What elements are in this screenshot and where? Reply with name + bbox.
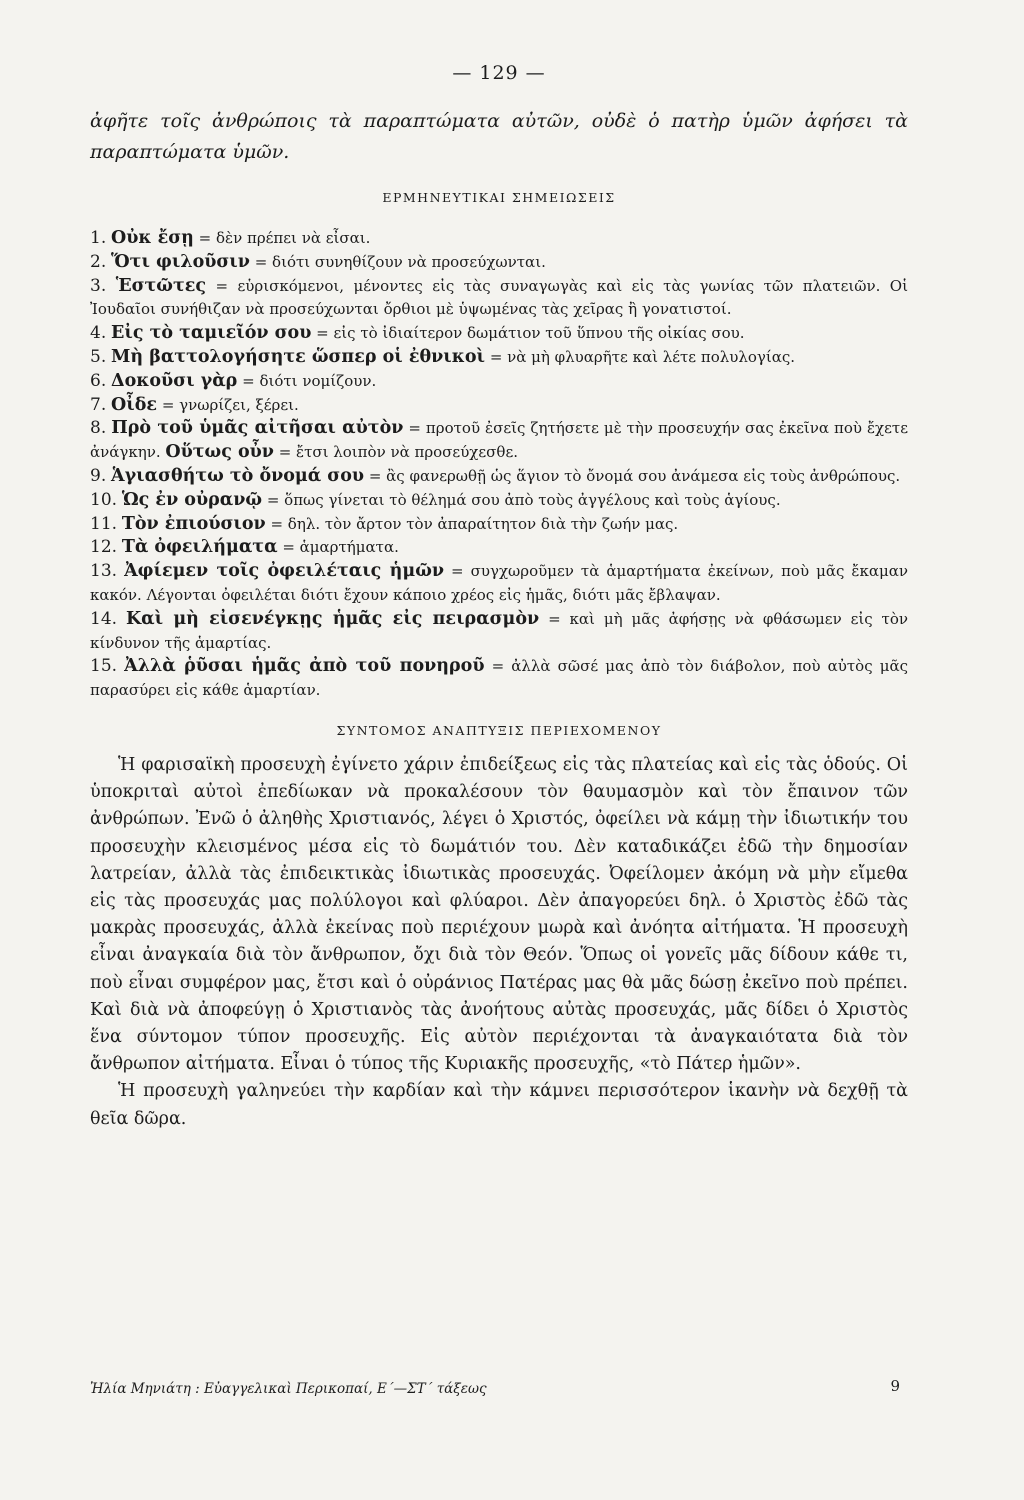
note-number: 15.: [90, 656, 118, 677]
note-term: Μὴ βαττολογήσητε ὥσπερ οἱ ἐθνικοὶ: [111, 346, 486, 367]
note-item: [90, 275, 908, 323]
note-number: 10.: [90, 489, 118, 510]
note-term: Τὰ ὀφειλήματα: [121, 537, 278, 558]
note-text: = ἂς φανερωθῇ ὡς ἅγιον τὸ ὄνομά σου ἀνάμεσα εἰς τοὺς ἀνθρώπους.: [368, 466, 901, 485]
note-number: 4.: [90, 323, 107, 344]
note-term-2: Οὕτως οὖν: [165, 442, 274, 463]
note-text: = καὶ μὴ μᾶς ἀφήσῃς νὰ φθάσωμεν εἰς τὸν κίνδυνον τῆς ἁμαρτίας.: [90, 609, 908, 652]
note-term: Τὸν ἐπιούσιον: [121, 513, 266, 534]
note-item: [90, 394, 908, 418]
note-number: 2.: [90, 251, 107, 272]
note-term: Οὐκ ἔσῃ: [111, 228, 194, 248]
note-text: = ὅπως γίνεται τὸ θέλημά σου ἀπὸ τοὺς ἀγγέλους καὶ τοὺς ἁγίους.: [266, 490, 781, 509]
note-text: = γνωρίζει, ξέρει.: [161, 395, 299, 414]
note-term: Ἀφίεμεν τοῖς ὀφειλέταις ἡμῶν: [124, 561, 445, 582]
note-term: Πρὸ τοῦ ὑμᾶς αἰτῆσαι αὐτὸν: [111, 418, 404, 439]
note-item: [90, 655, 908, 703]
note-item: [90, 536, 908, 560]
note-term: Ἁγιασθήτω τὸ ὄνομά σου: [111, 465, 365, 486]
note-item: [90, 322, 908, 346]
note-item: [90, 370, 908, 394]
note-number: 6.: [90, 370, 107, 391]
note-term: Ὅτι φιλοῦσιν: [111, 251, 250, 272]
notes-list: [90, 227, 908, 703]
summary-paragraph: Ἡ φαρισαϊκὴ προσευχὴ ἐγίνετο χάριν ἐπιδείξεως εἰς τὰς πλατείας καὶ εἰς τὰς ὁδούς. Οἱ ὑποκριταὶ αὐτοὶ ἐπεδίωκαν νὰ προκαλέσουν τὸν θαυμασμὸν καὶ τὸν ἔπαινον τῶν ἀνθρώπων. Ἐνῶ ὁ ἀληθὴς Χριστιανός, λέγει ὁ Χριστός, ὀφείλει νὰ κάμῃ τὴν ἰδιωτικήν του προσευχὴν κλεισμένος μέσα εἰς τὸ δωμάτιόν του. Δὲν καταδικάζει ἐδῶ τὴν δημοσίαν λατρείαν, ἀλλὰ τὰς ἐπιδεικτικὰς ἰδιωτικὰς προσευχάς. Ὀφείλομεν ἀκόμη νὰ μὴν εἴμεθα εἰς τὰς προσευχάς μας πολύλογοι καὶ φλύαροι. Δὲν ἀπαγορεύει δηλ. ὁ Χριστὸς ἐδῶ τὰς μακρὰς προσευχάς, ἀλλὰ ἐκείνας ποὺ περιέχουν μωρὰ καὶ ἀνόητα αἰτήματα. Ἡ προσευχὴ εἶναι ἀναγκαία διὰ τὸν ἄνθρωπον, ὄχι διὰ τὸν Θεόν. Ὅπως οἱ γονεῖς μᾶς δίδουν κάθε τι, ποὺ εἶναι συμφέρον μας, ἔτσι καὶ ὁ οὐράνιος Πατέρας μας θὰ μᾶς δώσῃ ἐκεῖνο ποὺ πρέπει. Καὶ διὰ νὰ ἀποφεύγῃ ὁ Χριστιανὸς τὰς ἀνοήτους αὐτὰς προσευχάς, μᾶς δίδει ὁ Χριστὸς ἕνα σύντομον τύπον προσευχῆς. Εἰς αὐτὸν περιέχονται τὰ ἀναγκαιότατα διὰ τὸν ἄνθρωπον αἰτήματα. Εἶναι ὁ τύπος τῆς Κυριακῆς προσευχῆς, «τὸ Πάτερ ἡμῶν».: [90, 754, 908, 1075]
note-number: 13.: [90, 561, 118, 582]
note-item: [90, 251, 908, 275]
note-number: 3.: [90, 275, 107, 296]
note-item: [90, 346, 908, 370]
note-term: Καὶ μὴ εἰσενέγκῃς ἡμᾶς εἰς πειρασμὸν: [125, 608, 540, 629]
note-term: Ἀλλὰ ῥῦσαι ἡμᾶς ἀπὸ τοῦ πονηροῦ: [124, 656, 485, 677]
note-term: Εἰς τὸ ταμιεῖόν σου: [111, 323, 312, 344]
note-text: = ἁμαρτήματα.: [282, 538, 399, 557]
page-number: — 129 —: [452, 62, 546, 84]
note-term: Δοκοῦσι γὰρ: [111, 370, 238, 391]
note-number: 5.: [90, 346, 107, 367]
note-item: [90, 227, 908, 251]
note-item: [90, 465, 908, 489]
note-item: [90, 608, 908, 656]
footer-citation: Ἠλία Μηνιάτη : Εὐαγγελικαὶ Περικοπαί, Ε΄—ΣΤ΄ τάξεως: [90, 1381, 487, 1397]
intro-text: ἀφῆτε τοῖς ἀνθρώποις τὰ παραπτώματα αὐτῶν, οὐδὲ ὁ πατὴρ ὑμῶν ἀφήσει τὰ παραπτώματα ὑμῶν.: [90, 110, 908, 163]
note-text: = διότι νομίζουν.: [242, 371, 377, 390]
summary-heading: ΣΥΝΤΟΜΟΣ ΑΝΑΠΤΥΞΙΣ ΠΕΡΙΕΧΟΜΕΝΟΥ: [336, 722, 662, 738]
note-text: = ἀλλὰ σῶσέ μας ἀπὸ τὸν διάβολον, ποὺ αὐτὸς μᾶς παρασύρει εἰς κάθε ἁμαρτίαν.: [90, 657, 908, 700]
note-number: 9.: [90, 465, 107, 486]
note-text: = εἰς τὸ ἰδιαίτερον δωμάτιον τοῦ ὕπνου τῆς οἰκίας σου.: [316, 324, 745, 343]
summary-paragraph: Ἡ προσευχὴ γαληνεύει τὴν καρδίαν καὶ τὴν κάμνει περισσότερον ἱκανὴν νὰ δεχθῇ τὰ θεῖα δῶρα.: [90, 1081, 908, 1129]
note-number: 8.: [90, 418, 107, 439]
note-text: = διότι συνηθίζουν νὰ προσεύχωνται.: [254, 252, 546, 271]
note-text: = εὑρισκόμενοι, μένοντες εἰς τὰς συναγωγὰς καὶ εἰς τὰς γωνίας τῶν πλατειῶν. Οἱ Ἰουδαῖοι συνήθιζαν νὰ προσεύχωνται ὄρθιοι μὲ ὑψωμένας τὰς χεῖρας ἢ γονατιστοί.: [90, 276, 908, 319]
note-text: = νὰ μὴ φλυαρῆτε καὶ λέτε πολυλογίας.: [489, 347, 796, 366]
note-text-2: = ἔτσι λοιπὸν νὰ προσεύχεσθε.: [278, 443, 518, 462]
notes-heading: ΕΡΜΗΝΕΥΤΙΚΑΙ ΣΗΜΕΙΩΣΕΙΣ: [382, 190, 616, 205]
note-text: = προτοῦ ἐσεῖς ζητήσετε μὲ τὴν προσευχήν σας ἐκεῖνα ποὺ ἔχετε ἀνάγκην.: [90, 419, 908, 462]
note-term: Οἶδε: [111, 394, 158, 415]
note-item: [90, 417, 908, 465]
note-item: [90, 489, 908, 513]
note-number: 11.: [90, 513, 118, 534]
note-item: [90, 560, 908, 608]
page: [90, 62, 908, 1133]
note-term: Ὡς ἐν οὐρανῷ: [121, 489, 263, 510]
note-text: = συγχωροῦμεν τὰ ἁμαρτήματα ἐκείνων, ποὺ μᾶς ἔκαμαν κακόν. Λέγονται ὀφειλέται διότι ἔχουν κάποιο χρέος εἰς ἡμᾶς, διότι μᾶς ἔβλαψαν.: [90, 562, 908, 604]
note-term: Ἑστῶτες: [115, 275, 207, 296]
note-number: 14.: [90, 608, 118, 629]
signature-mark: 9: [890, 1377, 900, 1395]
note-number: 7.: [90, 394, 107, 415]
note-text: = δὲν πρέπει νὰ εἶσαι.: [198, 229, 371, 247]
note-number: 1.: [90, 228, 107, 248]
note-item: [90, 513, 908, 537]
footer: [90, 1377, 900, 1397]
note-number: 12.: [90, 537, 118, 558]
note-text: = δηλ. τὸν ἄρτον τὸν ἀπαραίτητον διὰ τὴν ζωήν μας.: [270, 514, 679, 533]
